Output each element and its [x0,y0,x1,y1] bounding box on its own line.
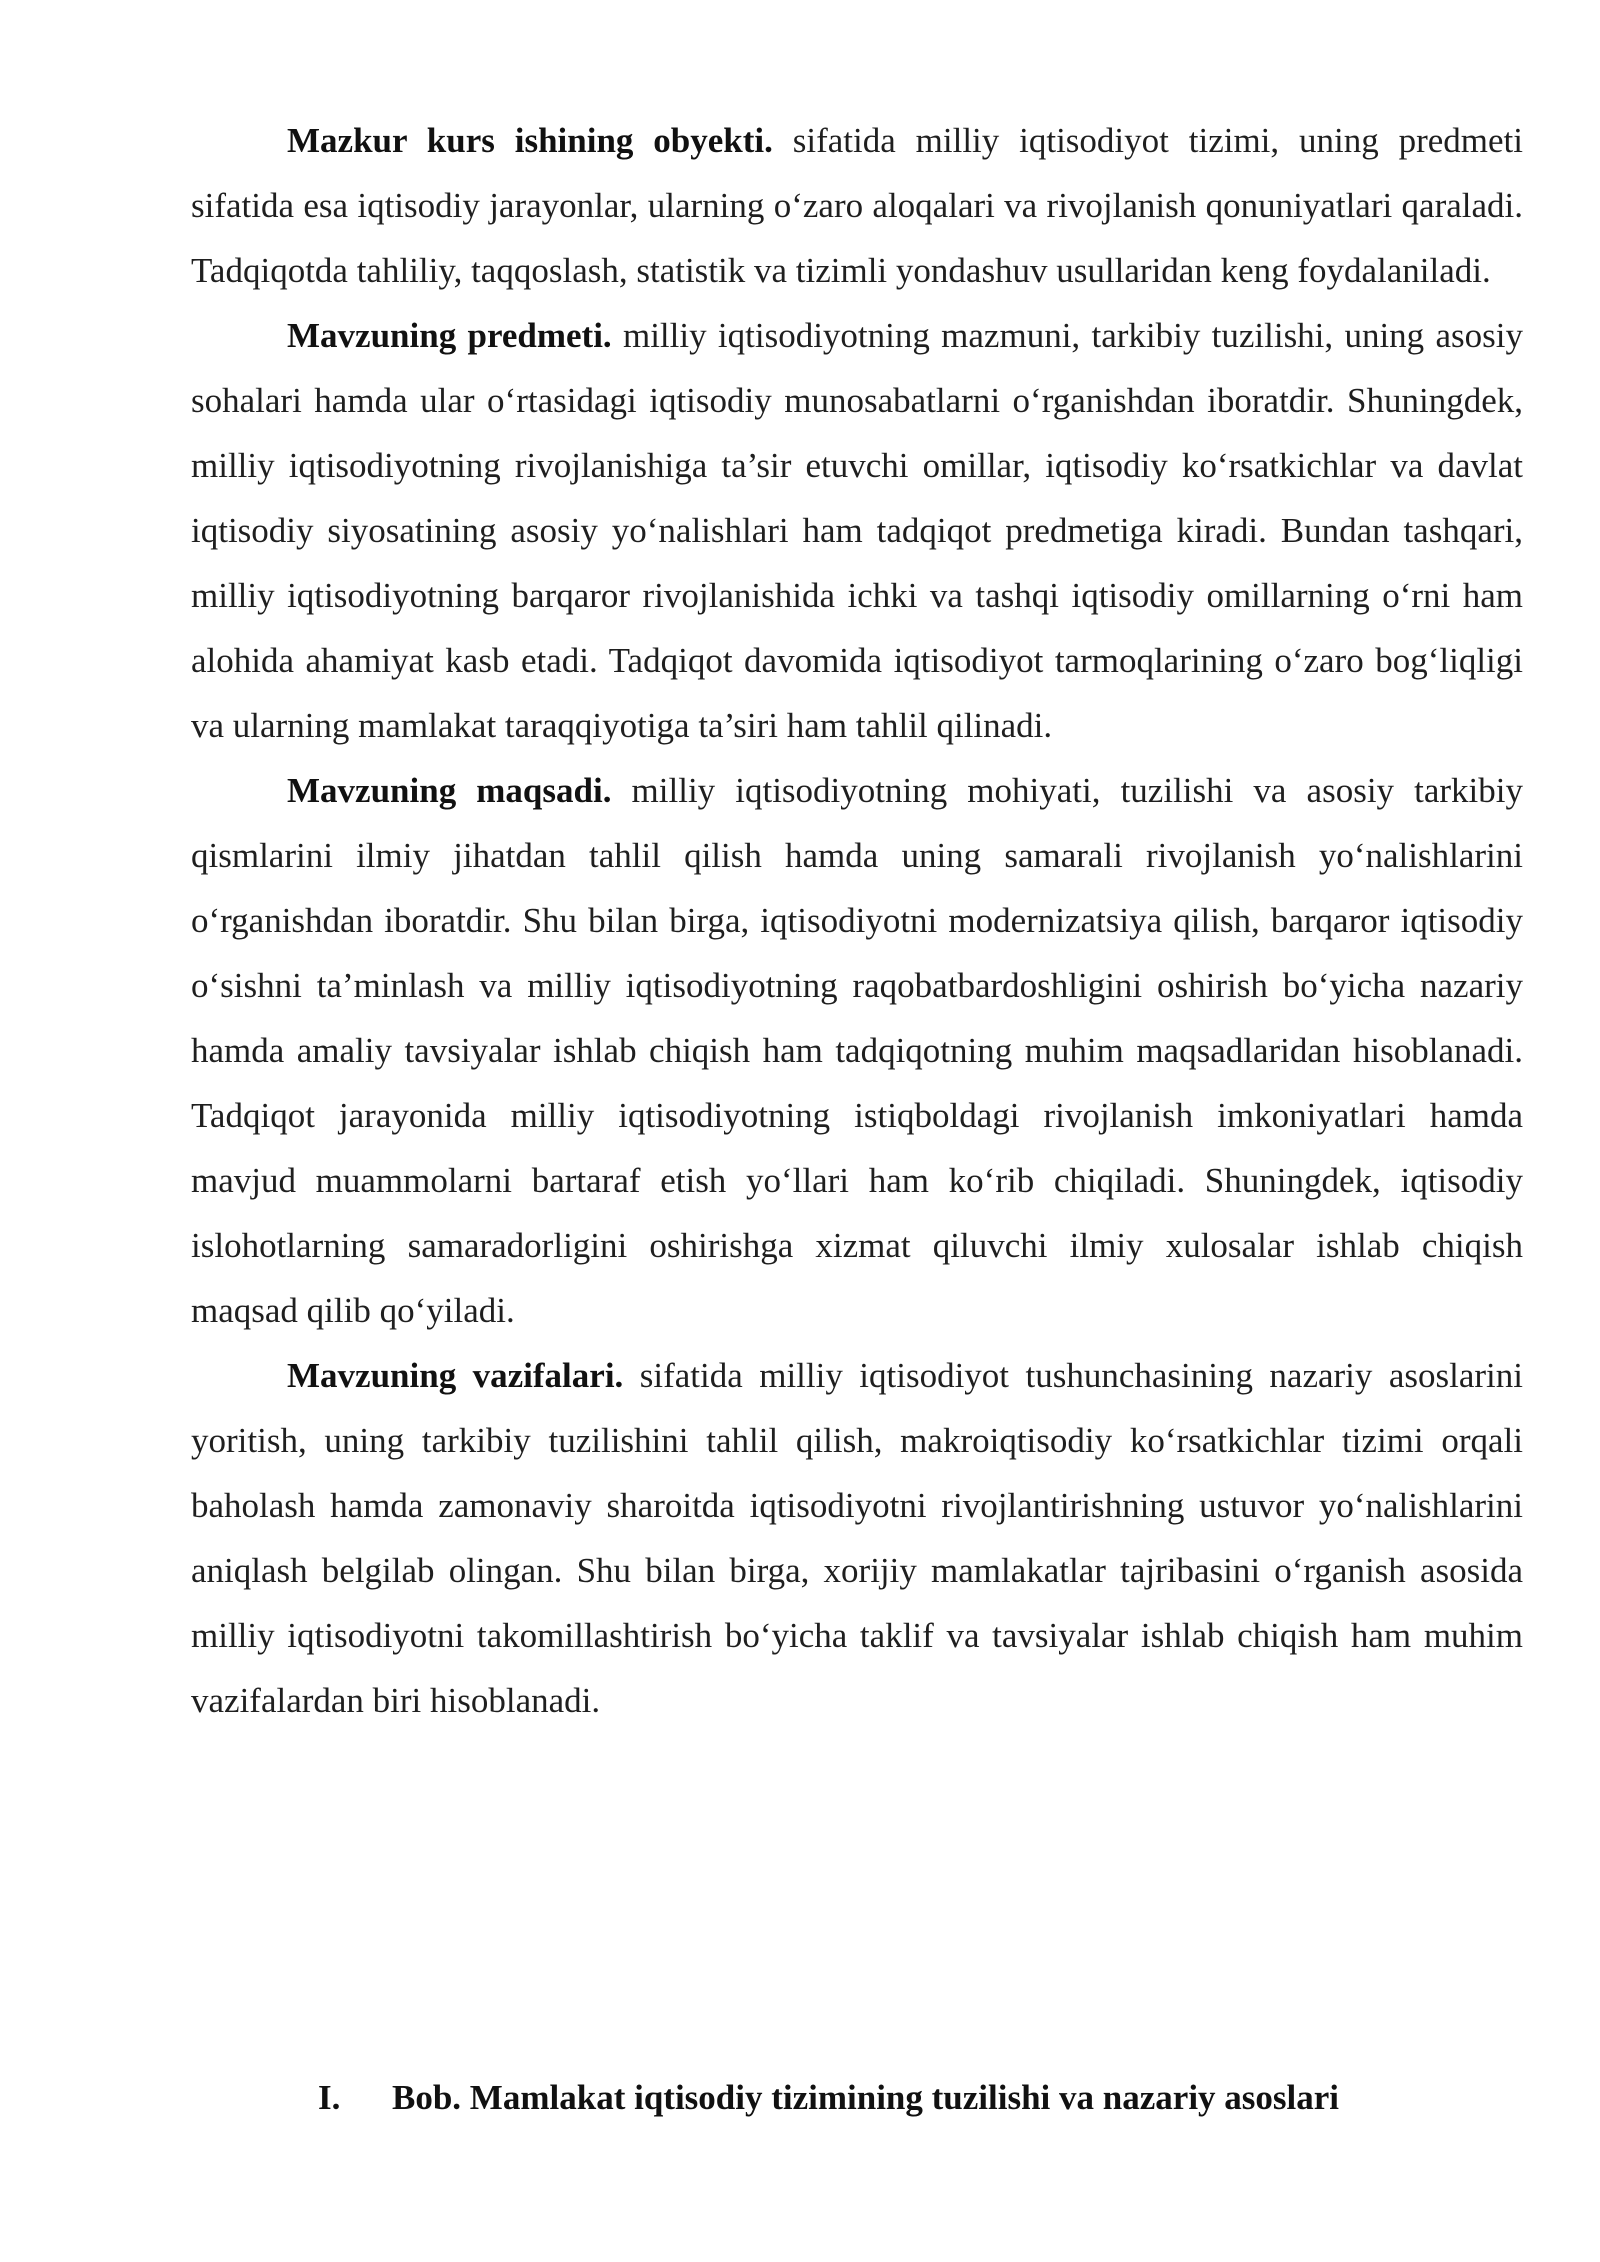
chapter-title: Bob. Mamlakat iqtisodiy tizimining tuzilishi va nazariy asoslari [392,2078,1340,2117]
paragraph-text: sifatida milliy iqtisodiyot tushunchasining nazariy asoslarini yoritish, uning tarkibiy tuzilishini tahlil qilish, makroiqtisodiy ko‘rsatkichlar tizimi orqali baholash hamda zamonaviy sharoitda iqtisodiyotni rivojlantirishning ustuvor yo‘nalishlarini aniqlash belgilab olingan. Shu bilan birga, xorijiy mamlakatlar tajribasini o‘rganish asosida milliy iqtisodiyotni takomillashtirish bo‘yicha taklif va tavsiyalar ishlab chiqish ham muhim vazifalardan biri hisoblanadi. [191,1356,1523,1720]
paragraph-predmeti [191,303,1523,758]
paragraph-lead: Mavzuning maqsadi. [287,771,612,810]
chapter-heading [318,2065,1523,2130]
paragraph-text: milliy iqtisodiyotning mohiyati, tuzilishi va asosiy tarkibiy qismlarini ilmiy jihatdan tahlil qilish hamda uning samarali rivojlanish yo‘nalishlarini o‘rganishdan iboratdir. Shu bilan birga, iqtisodiyotni modernizatsiya qilish, barqaror iqtisodiy o‘sishni ta’minlash va milliy iqtisodiyotning raqobatbardoshligini oshirish bo‘yicha nazariy hamda amaliy tavsiyalar ishlab chiqish ham tadqiqotning muhim maqsadlaridan hisoblanadi. Tadqiqot jarayonida milliy iqtisodiyotning istiqboldagi rivojlanish imkoniyatlari hamda mavjud muammolarni bartaraf etish yo‘llari ham ko‘rib chiqiladi. Shuningdek, iqtisodiy islohotlarning samaradorligini oshirishga xizmat qiluvchi ilmiy xulosalar ishlab chiqish maqsad qilib qo‘yiladi. [191,771,1523,1330]
paragraph-text: milliy iqtisodiyotning mazmuni, tarkibiy tuzilishi, uning asosiy sohalari hamda ular o‘rtasidagi iqtisodiy munosabatlarni o‘rganishdan iboratdir. Shuningdek, milliy iqtisodiyotning rivojlanishiga ta’sir etuvchi omillar, iqtisodiy ko‘rsatkichlar va davlat iqtisodiy siyosatining asosiy yo‘nalishlari ham tadqiqot predmetiga kiradi. Bundan tashqari, milliy iqtisodiyotning barqaror rivojlanishida ichki va tashqi iqtisodiy omillarning o‘rni ham alohida ahamiyat kasb etadi. Tadqiqot davomida iqtisodiyot tarmoqlarining o‘zaro bog‘liqligi va ularning mamlakat taraqqiyotiga ta’siri ham tahlil qilinadi. [191,316,1523,745]
paragraph-maqsadi [191,758,1523,1343]
paragraph-lead: Mavzuning vazifalari. [287,1356,624,1395]
paragraph-lead: Mazkur kurs ishining obyekti. [287,121,773,160]
chapter-number: I. [318,2078,341,2117]
paragraph-text: sifatida milliy iqtisodiyot tizimi, uning predmeti sifatida esa iqtisodiy jarayonlar, ularning o‘zaro aloqalari va rivojlanish qonuniyatlari qaraladi. Tadqiqotda tahliliy, taqqoslash, statistik va tizimli yondashuv usullaridan keng foydalaniladi. [191,121,1524,290]
paragraph-vazifalari [191,1343,1523,1733]
paragraph-obyekt [191,108,1523,303]
paragraph-lead: Mavzuning predmeti. [287,316,612,355]
document-body [191,108,1523,1733]
